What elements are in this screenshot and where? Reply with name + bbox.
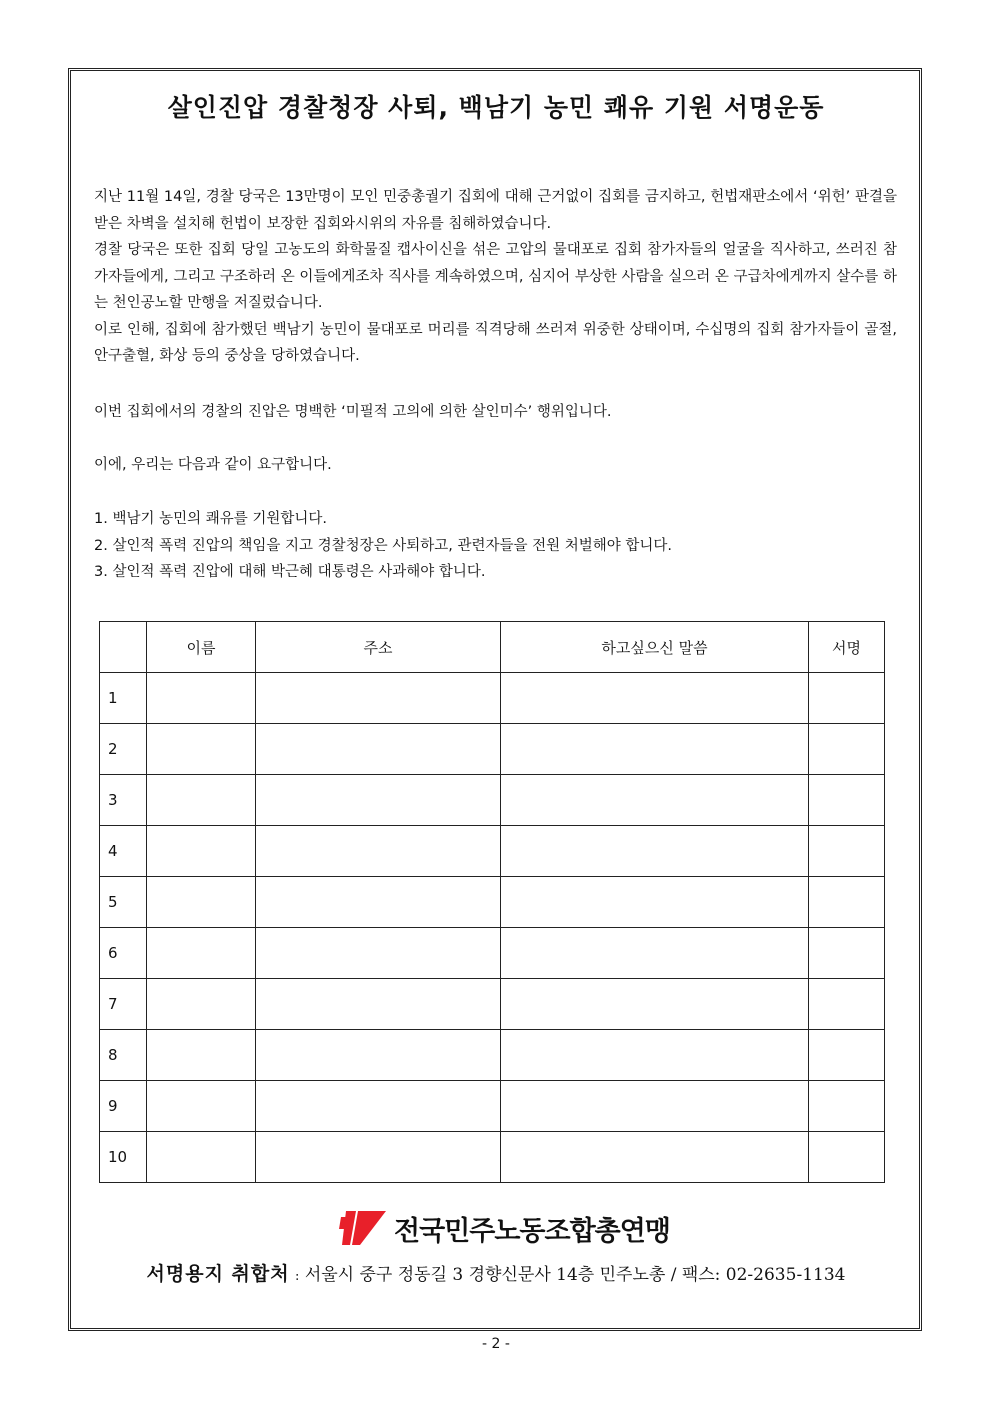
paragraph-3: 이로 인해, 집회에 참가했던 백남기 농민이 물대포로 머리를 직격당해 쓰러져 위중한 상태이며, 수십명의 집회 참가자들이 골절, 안구출혈, 화상 등의 중상을 당하였습니다. [94,321,897,364]
name-cell[interactable] [147,826,256,877]
signature-cell[interactable] [809,1081,885,1132]
row-number: 5 [100,877,147,928]
address-cell[interactable] [256,877,501,928]
message-cell[interactable] [501,775,809,826]
name-cell[interactable] [147,673,256,724]
address-cell[interactable] [256,673,501,724]
collection-label: 서명용지 취합처 [146,1263,290,1285]
name-cell[interactable] [147,928,256,979]
page-number: - 2 - [482,1336,510,1352]
name-cell[interactable] [147,1030,256,1081]
name-cell[interactable] [147,724,256,775]
address-cell[interactable] [256,724,501,775]
row-number: 10 [100,1132,147,1183]
row-number: 4 [100,826,147,877]
signature-table [99,621,885,1183]
row-number: 3 [100,775,147,826]
message-cell[interactable] [501,928,809,979]
signature-cell[interactable] [809,928,885,979]
address-cell[interactable] [256,1081,501,1132]
signature-cell[interactable] [809,826,885,877]
statement-paragraph: 이번 집회에서의 경찰의 진압은 명백한 ‘미필적 고의에 의한 살인미수’ 행위입니다. [94,404,612,420]
message-cell[interactable] [501,1132,809,1183]
table-row [100,724,885,775]
demand-item-1: 1. 백남기 농민의 쾌유를 기원합니다. [94,511,327,527]
message-cell[interactable] [501,1081,809,1132]
signature-cell[interactable] [809,877,885,928]
address-cell[interactable] [256,826,501,877]
name-cell[interactable] [147,877,256,928]
header-signature: 서명 [809,622,885,673]
table-row [100,928,885,979]
signature-cell[interactable] [809,673,885,724]
address-cell[interactable] [256,928,501,979]
header-number [100,622,147,673]
intro-paragraphs [94,184,897,370]
message-cell[interactable] [501,877,809,928]
kctu-emblem-icon [338,1209,388,1247]
signature-cell[interactable] [809,775,885,826]
table-row [100,1030,885,1081]
message-cell[interactable] [501,673,809,724]
row-number: 1 [100,673,147,724]
demand-item-3: 3. 살인적 폭력 진압에 대해 박근혜 대통령은 사과해야 합니다. [94,564,486,580]
logo-text: 전국민주노동조합총연맹 [394,1215,670,1247]
kctu-logo [338,1208,670,1248]
paragraph-1: 지난 11월 14일, 경찰 당국은 13만명이 모인 민중총궐기 집회에 대해 근거없이 집회를 금지하고, 헌법재판소에서 ‘위헌’ 판결을 받은 차벽을 설치해 헌법이 보장한 집회와시위의 자유를 침해하였습니다. [94,189,897,232]
name-cell[interactable] [147,1132,256,1183]
table-header-row [100,622,885,673]
paragraph-2: 경찰 당국은 또한 집회 당일 고농도의 화학물질 캡사이신을 섞은 고압의 물대포로 집회 참가자들의 얼굴을 직사하고, 쓰러진 참가자들에게, 그리고 구조하러 온 이들에게조차 직사를 계속하였으며, 심지어 부상한 사람을 실으러 온 구급차에게까지 살수를 하는 천인공노할 만행을 저질렀습니다. [94,242,897,311]
address-cell[interactable] [256,1030,501,1081]
name-cell[interactable] [147,775,256,826]
address-cell[interactable] [256,1132,501,1183]
demand-list [94,506,897,586]
header-message: 하고싶으신 말씀 [501,622,809,673]
header-name: 이름 [147,622,256,673]
address-cell[interactable] [256,775,501,826]
signature-cell[interactable] [809,1132,885,1183]
message-cell[interactable] [501,1030,809,1081]
row-number: 9 [100,1081,147,1132]
table-row [100,877,885,928]
row-number: 2 [100,724,147,775]
message-cell[interactable] [501,979,809,1030]
row-number: 8 [100,1030,147,1081]
collection-colon: : [295,1269,300,1284]
signature-cell[interactable] [809,1030,885,1081]
demand-intro: 이에, 우리는 다음과 같이 요구합니다. [94,457,332,473]
demand-item-2: 2. 살인적 폭력 진압의 책임을 지고 경찰청장은 사퇴하고, 관련자들을 전원 처벌해야 합니다. [94,537,673,554]
signature-cell[interactable] [809,724,885,775]
address-cell[interactable] [256,979,501,1030]
header-address: 주소 [256,622,501,673]
table-row [100,979,885,1030]
table-row [100,826,885,877]
table-row [100,775,885,826]
page-title: 살인진압 경찰청장 사퇴, 백남기 농민 쾌유 기원 서명운동 [167,93,825,122]
signature-cell[interactable] [809,979,885,1030]
message-cell[interactable] [501,724,809,775]
table-row [100,1081,885,1132]
name-cell[interactable] [147,1081,256,1132]
row-number: 7 [100,979,147,1030]
table-row [100,673,885,724]
collection-address: 서울시 중구 정동길 3 경향신문사 14층 민주노총 / 팩스: 02-2635-1134 [304,1265,846,1285]
table-row [100,1132,885,1183]
name-cell[interactable] [147,979,256,1030]
message-cell[interactable] [501,826,809,877]
collection-info [0,1259,992,1286]
row-number: 6 [100,928,147,979]
